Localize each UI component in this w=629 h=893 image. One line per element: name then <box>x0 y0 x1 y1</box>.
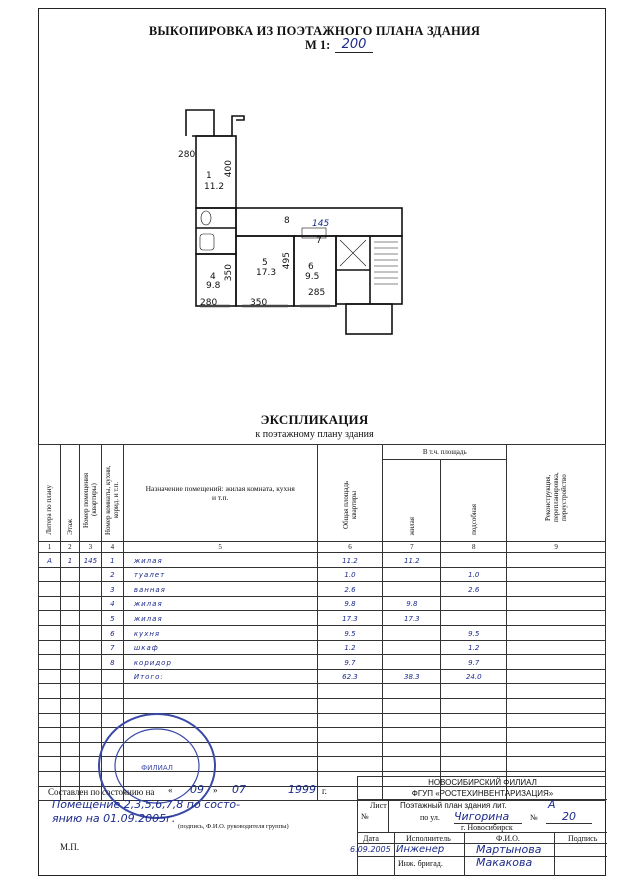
cell-living <box>383 640 441 655</box>
cell-total: 17.3 <box>317 611 383 626</box>
cell-litera <box>39 596 61 611</box>
dim-350-left: 350 <box>224 264 234 282</box>
scale-label: М 1: <box>305 38 331 52</box>
org-line-2: ФГУП «РОСТЕХИНВЕНТАРИЗАЦИЯ» <box>411 789 554 798</box>
col-header-reconstruction: Реконструкция, перепланировка, переустройство <box>507 445 606 542</box>
cell-aux: 9.5 <box>441 625 507 640</box>
title-block <box>350 776 607 876</box>
col-header-litera: Литера по плану <box>39 445 61 542</box>
cell-living <box>383 567 441 582</box>
col-header-auxiliary: подсобная <box>441 460 507 542</box>
cell-apt <box>79 655 101 670</box>
dim-280-bottom: 280 <box>200 298 218 308</box>
cell-living: 11.2 <box>383 553 441 568</box>
cell-litera <box>39 640 61 655</box>
cell-total: 1.2 <box>317 640 383 655</box>
room-6-area: 9.5 <box>305 272 320 282</box>
cell-litera <box>39 567 61 582</box>
cell-floor <box>60 611 79 626</box>
document-title: ВЫКОПИРОВКА ИЗ ПОЭТАЖНОГО ПЛАНА ЗДАНИЯ <box>148 24 481 38</box>
cell-reconstruction <box>507 625 606 640</box>
total-total: 62.3 <box>317 669 383 684</box>
exec-name: Мартынова <box>476 843 542 856</box>
stamp-center-text: ФИЛИАЛ <box>141 764 173 772</box>
cell-reconstruction <box>507 582 606 597</box>
cell-room: 3 <box>101 582 123 597</box>
cell-apt <box>79 611 101 626</box>
cell-reconstruction <box>507 640 606 655</box>
cell-litera <box>39 655 61 670</box>
cell-name: ванная <box>123 582 317 597</box>
cell-floor <box>60 655 79 670</box>
cell-living: 9.8 <box>383 596 441 611</box>
cell-name: туалет <box>123 567 317 582</box>
cell-reconstruction <box>507 553 606 568</box>
total-label: Итого: <box>123 669 317 684</box>
cell-aux <box>441 611 507 626</box>
col-header-living: жилая <box>383 460 441 542</box>
cell-litera <box>39 582 61 597</box>
street-label: по ул. <box>420 813 440 822</box>
cell-name: жилая <box>123 596 317 611</box>
year-suffix: г. <box>322 786 327 796</box>
cell-total: 2.6 <box>317 582 383 597</box>
compiled-year: 1999 <box>288 783 316 796</box>
empty-row <box>39 684 606 699</box>
room-1-area: 11.2 <box>204 182 225 192</box>
cell-apt <box>79 582 101 597</box>
cell-total: 1.0 <box>317 567 383 582</box>
cell-apt <box>79 625 101 640</box>
org-line-1: НОВОСИБИРСКИЙ ФИЛИАЛ <box>428 778 537 787</box>
cell-name: жилая <box>123 553 317 568</box>
cell-aux: 1.2 <box>441 640 507 655</box>
cell-living <box>383 625 441 640</box>
city-label: г. Новосибирск <box>461 823 513 832</box>
apartment-number-on-plan: 145 <box>312 219 330 229</box>
cell-name: кухня <box>123 625 317 640</box>
cell-floor <box>60 582 79 597</box>
scale-value: 200 <box>335 37 373 53</box>
total-aux: 24.0 <box>441 669 507 684</box>
col-sign: Подпись <box>568 834 598 843</box>
room-1-number: 1 <box>206 171 212 181</box>
mp-label: М.П. <box>60 842 80 852</box>
col-header-floor: Этаж <box>60 445 79 542</box>
cell-aux: 9.7 <box>441 655 507 670</box>
cell-living: 17.3 <box>383 611 441 626</box>
cell-room: 7 <box>101 640 123 655</box>
table-row <box>39 553 606 568</box>
cell-room: 1 <box>101 553 123 568</box>
cell-room: 8 <box>101 655 123 670</box>
brigade-name: Макакова <box>476 856 533 869</box>
cell-aux: 2.6 <box>441 582 507 597</box>
dim-495: 495 <box>282 252 292 270</box>
number-label: № <box>530 813 538 822</box>
table-row <box>39 582 606 597</box>
explication-title: ЭКСПЛИКАЦИЯ <box>260 412 369 427</box>
col-header-room: Номер комнаты, кухни, корид. и т.п. <box>101 445 123 542</box>
cell-litera <box>39 625 61 640</box>
cell-litera <box>39 611 61 626</box>
cell-floor <box>60 640 79 655</box>
cell-name: жилая <box>123 611 317 626</box>
cell-living <box>383 655 441 670</box>
col-header-total-area: Общая площадь квартиры <box>317 445 383 542</box>
dim-285: 285 <box>308 288 326 298</box>
room-4-area: 9.8 <box>206 281 221 291</box>
cell-aux: 1.0 <box>441 567 507 582</box>
col-group-incl-area: В т.ч. площадь <box>383 445 507 460</box>
cell-floor: 1 <box>60 553 79 568</box>
table-row <box>39 567 606 582</box>
cell-room: 6 <box>101 625 123 640</box>
cell-floor <box>60 567 79 582</box>
col-fio: Ф.И.О. <box>496 834 520 843</box>
cell-living <box>383 582 441 597</box>
compiled-day: 09 <box>190 783 204 796</box>
cell-total: 11.2 <box>317 553 383 568</box>
cell-name: коридор <box>123 655 317 670</box>
cell-aux <box>441 596 507 611</box>
cell-floor <box>60 596 79 611</box>
cell-floor <box>60 625 79 640</box>
cell-room: 2 <box>101 567 123 582</box>
table-row <box>39 625 606 640</box>
brigade-label: Инж. бригад. <box>398 859 443 868</box>
cell-litera: А <box>39 553 61 568</box>
sheet-no-label: № <box>361 812 369 821</box>
cell-total: 9.8 <box>317 596 383 611</box>
sheet-label: Лист <box>370 801 387 810</box>
note-line-2: янию на 01.09.2005г. <box>52 812 176 825</box>
dim-400: 400 <box>224 160 234 178</box>
cell-apt <box>79 640 101 655</box>
dim-350-bottom: 350 <box>250 298 268 308</box>
compiled-label: Составлен по состоянию на <box>48 787 155 797</box>
explication-subtitle: к поэтажному плану здания <box>255 429 374 440</box>
table-row <box>39 611 606 626</box>
street-value: Чигорина <box>454 810 522 824</box>
cell-aux <box>441 553 507 568</box>
plan-litera: А <box>548 798 556 811</box>
cell-reconstruction <box>507 655 606 670</box>
col-date: Дата <box>363 834 379 843</box>
signature-caption: (подпись, Ф.И.О. руководителя группы) <box>178 823 289 830</box>
note-line-1: Помещение 2,3,5,6,7,8 по состо- <box>52 798 241 811</box>
total-row <box>39 669 606 684</box>
number-value: 20 <box>546 810 592 824</box>
cell-reconstruction <box>507 611 606 626</box>
room-5-number: 5 <box>262 258 268 268</box>
dim-280-top: 280 <box>178 150 196 160</box>
column-numbers-row: 1 2 3 4 5 6 7 8 9 <box>39 542 606 553</box>
table-row <box>39 596 606 611</box>
cell-room: 4 <box>101 596 123 611</box>
total-living: 38.3 <box>383 669 441 684</box>
col-header-purpose: Назначение помещений: жилая комната, кухня и т.п. <box>123 445 317 542</box>
exec-role: Инженер <box>396 844 445 855</box>
cell-apt <box>79 596 101 611</box>
cell-reconstruction <box>507 596 606 611</box>
cell-name: шкаф <box>123 640 317 655</box>
col-executor: Исполнитель <box>406 834 451 843</box>
table-row <box>39 640 606 655</box>
cell-reconstruction <box>507 567 606 582</box>
compiled-month: 07 <box>232 783 246 796</box>
cell-total: 9.5 <box>317 625 383 640</box>
room-8-number: 8 <box>284 216 290 226</box>
room-7-number: 7 <box>316 236 322 246</box>
cell-room: 5 <box>101 611 123 626</box>
cell-apt: 145 <box>79 553 101 568</box>
room-4-number: 4 <box>210 272 216 282</box>
col-header-apartment: Номер помещения (квартиры) <box>79 445 101 542</box>
table-row <box>39 655 606 670</box>
cell-apt <box>79 567 101 582</box>
cell-total: 9.7 <box>317 655 383 670</box>
exec-date: 6.09.2005 <box>350 845 391 854</box>
room-5-area: 17.3 <box>256 268 277 278</box>
plan-label: Поэтажный план здания лит. <box>400 801 507 810</box>
room-6-number: 6 <box>308 262 314 272</box>
